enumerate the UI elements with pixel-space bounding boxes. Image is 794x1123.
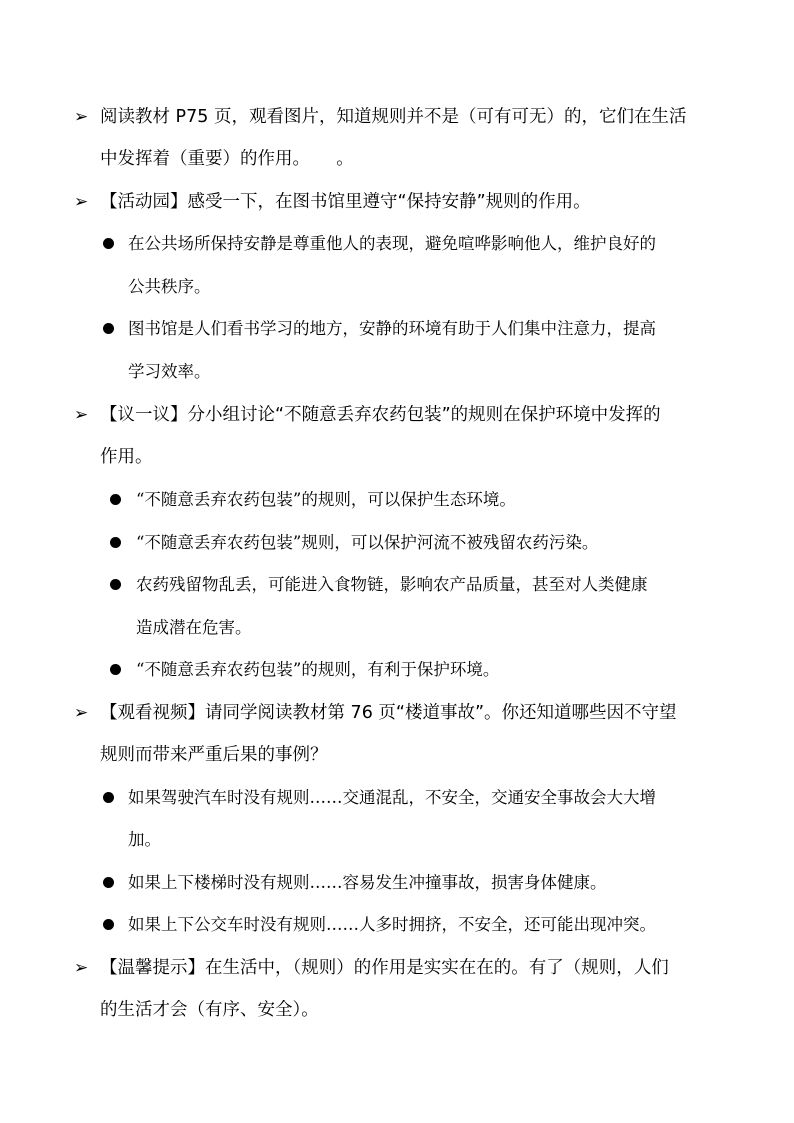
dot-bullet-icon bbox=[110, 494, 121, 505]
arrow-bullet-icon: ➢ bbox=[74, 703, 89, 723]
dot-bullet-icon bbox=[110, 537, 121, 548]
arrow-bullet-icon: ➢ bbox=[74, 405, 89, 425]
section4-line2: 规则而带来严重后果的事例？ bbox=[100, 745, 328, 765]
section3-bullet3-line1: 农药残留物乱丢，可能进入食物链，影响农产品质量，甚至对人类健康 bbox=[136, 575, 648, 594]
dot-bullet-icon bbox=[103, 323, 114, 334]
section4-line1: 【观看视频】请同学阅读教材第 76 页“楼道事故”。你还知道哪些因不守望 bbox=[100, 703, 677, 723]
arrow-bullet-icon: ➢ bbox=[74, 107, 89, 127]
section4-bullet1-line2: 加。 bbox=[128, 830, 161, 849]
section3-bullet4: “不随意丢弃农药包装”的规则，有利于保护环境。 bbox=[136, 660, 500, 679]
dot-bullet-icon bbox=[110, 664, 121, 675]
dot-bullet-icon bbox=[103, 238, 114, 249]
section2-bullet2-line1: 图书馆是人们看书学习的地方，安静的环境有助于人们集中注意力，提高 bbox=[128, 319, 656, 338]
dot-bullet-icon bbox=[110, 579, 121, 590]
section1-line2: 中发挥着（重要）的作用。 。 bbox=[100, 149, 354, 169]
section2-bullet1-line2: 公共秩序。 bbox=[128, 277, 211, 296]
section1-line1: 阅读教材 P75 页，观看图片，知道规则并不是（可有可无）的，它们在生活 bbox=[100, 107, 687, 127]
section2-title: 【活动园】感受一下，在图书馆里遵守“保持安静”规则的作用。 bbox=[100, 192, 591, 212]
section3-line1: 【议一议】分小组讨论“不随意丢弃农药包装”的规则在保护环境中发挥的 bbox=[100, 405, 661, 425]
arrow-bullet-icon: ➢ bbox=[74, 192, 89, 212]
section3-bullet2: “不随意丢弃农药包装”规则，可以保护河流不被残留农药污染。 bbox=[136, 533, 599, 552]
arrow-bullet-icon: ➢ bbox=[74, 958, 89, 978]
section4-bullet3: 如果上下公交车时没有规则……人多时拥挤，不安全，还可能出现冲突。 bbox=[128, 915, 656, 934]
section2-bullet1-line1: 在公共场所保持安静是尊重他人的表现，避免喧哗影响他人，维护良好的 bbox=[128, 234, 656, 253]
section5-line2: 的生活才会（有序、安全）。 bbox=[100, 1000, 319, 1020]
section4-bullet2: 如果上下楼梯时没有规则……容易发生冲撞事故，损害身体健康。 bbox=[128, 873, 607, 892]
section4-bullet1-line1: 如果驾驶汽车时没有规则……交通混乱，不安全，交通安全事故会大大增 bbox=[128, 788, 656, 807]
dot-bullet-icon bbox=[103, 919, 114, 930]
section3-line2: 作用。 bbox=[100, 447, 153, 467]
section3-bullet3-line2: 造成潜在危害。 bbox=[136, 618, 252, 637]
section3-bullet1: “不随意丢弃农药包装”的规则，可以保护生态环境。 bbox=[136, 490, 516, 509]
section2-bullet2-line2: 学习效率。 bbox=[128, 362, 211, 381]
dot-bullet-icon bbox=[103, 792, 114, 803]
dot-bullet-icon bbox=[103, 877, 114, 888]
section5-line1: 【温馨提示】在生活中，（规则）的作用是实实在在的。有了（规则，人们 bbox=[100, 958, 669, 978]
